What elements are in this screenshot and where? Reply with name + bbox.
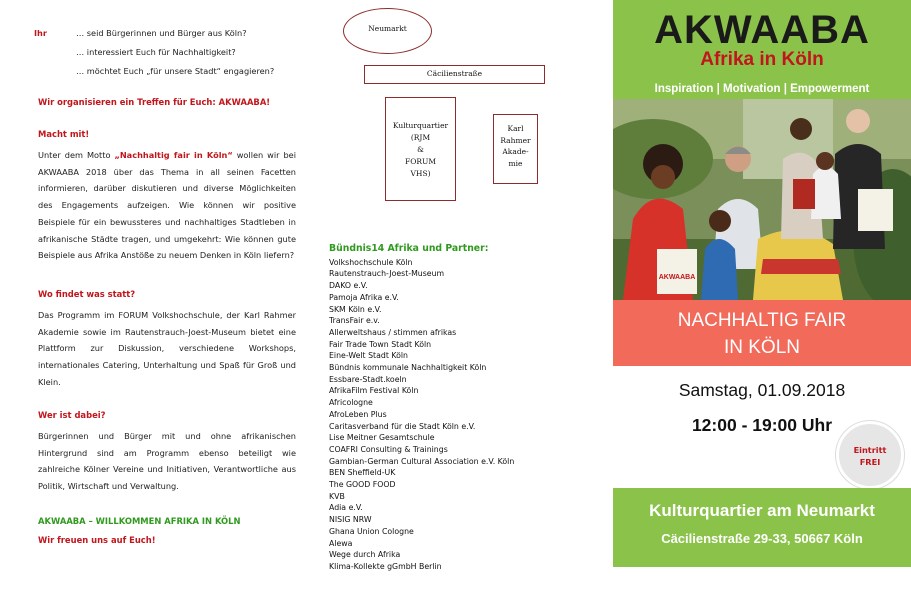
partner-item: Pamoja Afrika e.V. [329, 292, 399, 302]
partner-item: Adia e.V. [329, 503, 363, 513]
partner-item: Fair Trade Town Stadt Köln [329, 339, 432, 349]
venue-address: Cäcilienstraße 29-33, 50667 Köln [661, 531, 863, 546]
group-photo [613, 99, 911, 300]
badge-line-1: Eintritt [853, 445, 887, 455]
map-neumarkt: Neumarkt [343, 8, 432, 54]
map-label-line: & [417, 145, 424, 154]
partner-item: BEN Sheffield-UK [329, 468, 396, 478]
motto-highlight: „Nachhaltig fair in Köln“ [114, 150, 233, 160]
partner-item: KVB [329, 491, 345, 501]
meeting-announcement: Wir organisieren ein Treffen für Euch: AKWAABA! [38, 97, 271, 107]
partner-list [329, 243, 514, 573]
partner-item: Essbare-Stadt.koeln [329, 374, 407, 384]
section-heading-wo: Wo findet was statt? [38, 289, 136, 299]
partner-item: AfroLeben Plus [329, 409, 387, 419]
event-time: 12:00 - 19:00 Uhr [691, 415, 833, 435]
welcome-line: AKWAABA – WILLKOMMEN AFRIKA IN KÖLN [38, 516, 241, 526]
badge-line-2: FREI [859, 457, 881, 467]
partner-item: Caritasverband für die Stadt Köln e.V. [329, 421, 476, 431]
free-entry-badge [836, 421, 904, 489]
cover-panel [613, 0, 911, 595]
intro-line: … seid Bürgerinnen und Bürger aus Köln? [76, 28, 247, 38]
partner-item: Allerweltshaus / stimmen afrikas [329, 327, 457, 337]
motto-line-1: NACHHALTIG FAIR [677, 310, 847, 331]
partner-item: Gambian-German Cultural Association e.V. Köln [329, 456, 515, 466]
photo-bag-label: AKWAABA [658, 274, 696, 281]
motto-banner [613, 300, 911, 366]
motto-line-2: IN KÖLN [723, 337, 801, 358]
map-kulturquartier [385, 97, 456, 201]
partner-item: TransFair e.v. [329, 316, 380, 326]
intro-line: … interessiert Euch für Nachhaltigkeit? [76, 47, 236, 57]
map-street: Cäcilienstraße [364, 65, 545, 84]
partner-item: Rautenstrauch-Joest-Museum [329, 269, 445, 279]
section-text-wer: Bürgerinnen und Bürger mit und ohne afrikanischen Hintergrund sind am Programm ebenso beteiligt wie zahlreiche Kölner Vereine und Initiativen, Verantwortliche aus Politik, Wirtschaft und Verwaltung. [38, 431, 296, 492]
text-fragment: Unter dem Motto [38, 150, 115, 160]
cover-tagline: Inspiration | Motivation | Empowerment [654, 83, 870, 95]
partner-item: NISIG NRW [329, 515, 372, 525]
partner-items [329, 257, 514, 573]
section-heading-wer: Wer ist dabei? [38, 410, 106, 420]
map-label-line: FORUM [405, 157, 436, 166]
partner-item: Eine-Welt Stadt Köln [329, 351, 408, 361]
partner-item: Bündnis kommunale Nachhaltigkeit Köln [329, 363, 487, 373]
section-text-macht-mit [38, 147, 296, 264]
partner-item: Alewa [329, 538, 353, 548]
partner-item: The GOOD FOOD [329, 480, 396, 490]
map-label-line: Karl [507, 124, 524, 133]
event-date: Samstag, 01.09.2018 [678, 380, 846, 400]
partner-item: Africologne [329, 398, 373, 408]
text-fragment: wollen wir bei AKWAABA 2018 über das Thema in all seinen Facetten informieren, darüber diskutieren und diverse Möglichkeiten des Engagements aufzeigen. Wie können wir positive Beispiele für ein bewussteres und nachhaltiges Stadtleben in afrikanische Städte tragen, und umgekehrt: Wie können gute Beispiele aus Afrika Anstöße zu neuem Denken in Köln liefern? [38, 150, 296, 261]
partner-item: Volkshochschule Köln [329, 257, 413, 267]
partner-item: Ghana Union Cologne [329, 526, 414, 536]
partner-item: AfrikaFilm Festival Köln [329, 386, 419, 396]
left-column [34, 0, 294, 595]
map-label-line: VHS) [410, 169, 431, 178]
cover-subtitle: Afrika in Köln [700, 49, 824, 70]
section-heading-macht-mit: Macht mit! [38, 129, 90, 139]
partner-item: SKM Köln e.V. [329, 304, 382, 314]
partner-item: COAFRI Consulting & Trainings [329, 444, 448, 454]
map-karl-rahmer [493, 114, 538, 184]
venue-footer [613, 488, 911, 567]
partner-list-title: Bündnis14 Afrika und Partner: [329, 243, 489, 254]
partner-item: Lise Meitner Gesamtschule [329, 433, 435, 443]
intro-label: Ihr [34, 28, 47, 38]
cover-title: AKWAABA [654, 8, 870, 52]
map-label-line: mie [508, 158, 523, 168]
section-text-wo: Das Programm im FORUM Volkshochschule, der Karl Rahmer Akademie sowie im Rautenstrauch-Joest-Museum bietet eine Plattform zur Diskussion, verschiedene Workshops, internationales Catering, Unterhaltung und Spaß für Groß und Klein. [38, 310, 296, 387]
partner-item: Klima-Kollekte gGmbH Berlin [329, 561, 442, 571]
map-label-line: (RJM [410, 133, 431, 142]
partner-item: Wege durch Afrika [329, 550, 401, 560]
venue-name: Kulturquartier am Neumarkt [649, 501, 875, 520]
intro-line: … möchtet Euch „für unsere Stadt“ engagieren? [76, 66, 275, 76]
map-label-line: Kulturquartier [392, 121, 449, 130]
map-label-line: Rahmer [500, 135, 531, 145]
partner-item: DAKO e.V. [329, 281, 368, 291]
closing-line: Wir freuen uns auf Euch! [38, 535, 156, 545]
group-photo-illustration [613, 99, 911, 300]
cover-header [613, 0, 911, 99]
map-label-line: Akade- [502, 147, 529, 156]
